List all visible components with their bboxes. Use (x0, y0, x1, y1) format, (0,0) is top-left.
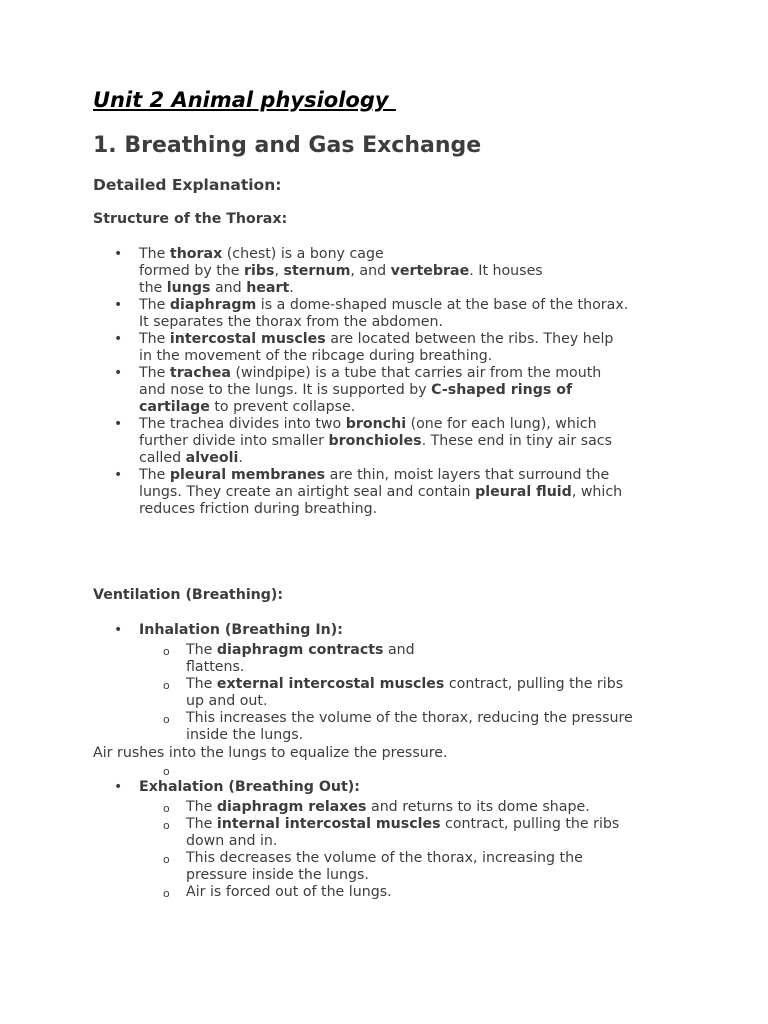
ventilation-heading: Ventilation (Breathing): (93, 587, 284, 603)
text-run: The (139, 331, 170, 347)
text-run: The trachea divides into two (139, 416, 346, 432)
text-run: The (186, 816, 217, 832)
text-run: The (186, 642, 217, 658)
inhalation-bullet-list (93, 622, 693, 744)
sub-bullet-icon: o (163, 713, 170, 726)
text-run: , (274, 263, 284, 279)
list-item (93, 416, 693, 467)
text-line (139, 314, 693, 331)
text-line (186, 727, 693, 744)
bold-term: lungs (166, 280, 211, 296)
list-item (93, 762, 693, 779)
text-run: and (383, 642, 415, 658)
text-run: The (139, 297, 170, 313)
list-item (139, 884, 693, 901)
text-line (186, 833, 693, 850)
exhalation-sub-list (139, 799, 693, 901)
sub-bullet-icon: o (163, 679, 170, 692)
inhalation-label: Inhalation (Breathing In): (139, 622, 343, 638)
text-run: contract, pulling the ribs (444, 676, 624, 692)
list-item (93, 297, 693, 331)
text-line (139, 467, 693, 484)
bullet-icon: • (114, 365, 123, 381)
bold-term: pleural fluid (475, 484, 572, 500)
list-item (93, 331, 693, 365)
bullet-icon: • (114, 297, 123, 313)
exhalation-label: Exhalation (Breathing Out): (139, 779, 360, 795)
text-line (139, 501, 693, 518)
text-line (139, 450, 693, 467)
text-run: Air is forced out of the lungs. (186, 884, 392, 900)
bold-term: intercostal muscles (169, 331, 326, 347)
bold-term: C-shaped rings of (431, 382, 573, 398)
text-run: It separates the thorax from the abdomen. (139, 314, 444, 330)
text-run: pressure inside the lungs. (186, 867, 369, 883)
text-run: This increases the volume of the thorax, reducing the pressure (186, 710, 633, 726)
bold-term: heart (246, 280, 290, 296)
text-run: down and in. (186, 833, 278, 849)
text-line (186, 659, 693, 676)
bold-term: diaphragm relaxes (216, 799, 367, 815)
text-line (139, 365, 693, 382)
text-line (186, 693, 693, 710)
text-line (139, 433, 693, 450)
bold-term: diaphragm contracts (216, 642, 384, 658)
text-line (139, 331, 693, 348)
text-run: (windpipe) is a tube that carries air from the mouth (230, 365, 602, 381)
text-line (186, 799, 693, 816)
air-rushes-paragraph: Air rushes into the lungs to equalize the pressure. (93, 745, 448, 761)
list-item (93, 779, 693, 901)
text-run: contract, pulling the ribs (440, 816, 620, 832)
thorax-bullet-list (93, 246, 693, 518)
text-run: formed by the (139, 263, 245, 279)
text-run: . These end in tiny air sacs (421, 433, 612, 449)
text-run: The (186, 676, 217, 692)
empty-sub-item (139, 762, 693, 779)
text-line (186, 884, 693, 901)
bold-term: vertebrae (390, 263, 470, 279)
text-run: the (139, 280, 167, 296)
bullet-icon: • (114, 467, 123, 483)
thorax-structure-heading: Structure of the Thorax: (93, 211, 288, 227)
bullet-icon: • (114, 331, 123, 347)
list-item (139, 642, 693, 676)
text-run: The (139, 467, 170, 483)
sub-bullet-icon: o (163, 819, 170, 832)
unit-title: Unit 2 Animal physiology (93, 88, 396, 112)
bold-term: ribs (244, 263, 275, 279)
bullet-icon: • (114, 246, 123, 262)
text-run: are located between the ribs. They help (325, 331, 614, 347)
text-run: . It houses (469, 263, 543, 279)
text-run: The (139, 365, 170, 381)
text-run: called (139, 450, 186, 466)
bold-term: bronchi (345, 416, 407, 432)
text-line (139, 297, 693, 314)
text-run: are thin, moist layers that surround the (325, 467, 610, 483)
section-title: 1. Breathing and Gas Exchange (93, 133, 482, 158)
text-run: and returns to its dome shape. (366, 799, 590, 815)
text-line (139, 399, 693, 416)
text-line (186, 816, 693, 833)
text-run: is a dome-shaped muscle at the base of the thorax. (256, 297, 629, 313)
list-item (93, 365, 693, 416)
sub-bullet-icon: o (163, 887, 170, 900)
bullet-icon: • (114, 416, 123, 432)
bold-term: alveoli (185, 450, 239, 466)
text-line (186, 867, 693, 884)
text-run: (chest) is a bony cage (222, 246, 384, 262)
text-run: lungs. They create an airtight seal and contain (139, 484, 476, 500)
text-run: and nose to the lungs. It is supported by (139, 382, 432, 398)
text-run: The (139, 246, 170, 262)
text-run: (one for each lung), which (406, 416, 597, 432)
sub-bullet-icon: o (163, 765, 170, 778)
text-line (139, 382, 693, 399)
text-run: up and out. (186, 693, 268, 709)
bold-term: bronchioles (328, 433, 422, 449)
bold-term: external intercostal muscles (216, 676, 445, 692)
list-item (139, 799, 693, 816)
text-line (139, 348, 693, 365)
list-item (93, 467, 693, 518)
bold-term: thorax (169, 246, 223, 262)
exhalation-bullet-list (93, 779, 693, 901)
text-line (139, 246, 693, 263)
text-line (139, 484, 693, 501)
text-line (186, 850, 693, 867)
text-line (139, 263, 693, 280)
list-item (139, 676, 693, 710)
list-item (93, 622, 693, 744)
text-run: inside the lungs. (186, 727, 304, 743)
list-item (139, 710, 693, 744)
bold-term: internal intercostal muscles (216, 816, 441, 832)
text-run: , which (571, 484, 623, 500)
text-line (139, 416, 693, 433)
bullet-icon: • (114, 622, 123, 638)
list-item (93, 246, 693, 297)
list-item (139, 816, 693, 850)
text-run: further divide into smaller (139, 433, 329, 449)
text-run: and (210, 280, 247, 296)
sub-bullet-icon: o (163, 853, 170, 866)
text-run: . (289, 280, 294, 296)
text-run: flattens. (186, 659, 245, 675)
bold-term: diaphragm (169, 297, 257, 313)
text-run: reduces friction during breathing. (139, 501, 378, 517)
bold-term: cartilage (139, 399, 210, 415)
text-line (139, 280, 693, 297)
bold-term: sternum (283, 263, 351, 279)
sub-bullet-icon: o (163, 802, 170, 815)
text-run: to prevent collapse. (209, 399, 356, 415)
inhalation-sub-list (139, 642, 693, 744)
bold-term: trachea (169, 365, 231, 381)
text-line (186, 710, 693, 727)
bullet-icon: • (114, 779, 123, 795)
text-run: . (238, 450, 243, 466)
text-run: This decreases the volume of the thorax, increasing the (186, 850, 583, 866)
text-line (186, 676, 693, 693)
empty-sub-list (93, 762, 693, 779)
list-item (139, 850, 693, 884)
text-run: The (186, 799, 217, 815)
bold-term: pleural membranes (169, 467, 326, 483)
text-line (186, 642, 693, 659)
text-run: in the movement of the ribcage during breathing. (139, 348, 493, 364)
sub-bullet-icon: o (163, 645, 170, 658)
text-run: , and (350, 263, 391, 279)
detailed-explanation-heading: Detailed Explanation: (93, 176, 282, 194)
